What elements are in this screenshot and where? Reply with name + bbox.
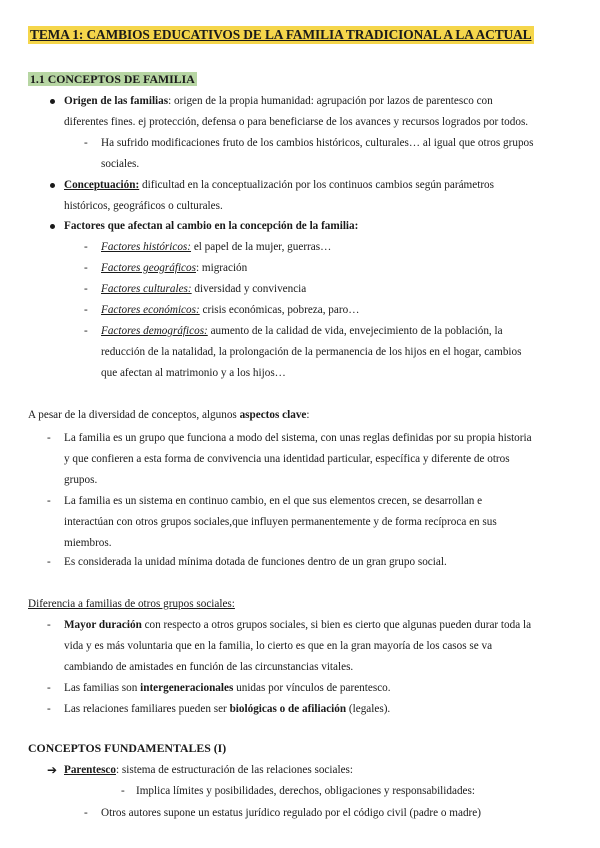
section-heading-conceptos <box>28 70 197 88</box>
conceptuacion-label: Conceptuación: <box>64 179 140 191</box>
dash-icon: - <box>84 262 88 274</box>
diferencia-3-pre: Las relaciones familiares pueden ser <box>64 703 230 715</box>
list-item-factores <box>64 216 584 237</box>
factor-text: aumento de la calidad de vida, envejecimiento de la población, la <box>207 325 503 337</box>
diferencia-2-post: unidas por vínculos de parentesco. <box>233 682 391 694</box>
factor-item-economicos <box>101 300 581 321</box>
aspecto-2-line3: miembros. <box>64 536 112 549</box>
origen-sub-line2: sociales. <box>101 157 140 170</box>
origen-label: Origen de las familias <box>64 95 169 107</box>
list-item-origen <box>64 91 584 133</box>
aspecto-2-line1: La familia es un sistema en continuo cambio, en el que sus elementos crecen, se desarrollan e <box>64 495 483 507</box>
document-title: TEMA 1: CAMBIOS EDUCATIVOS DE LA FAMILIA TRADICIONAL A LA ACTUAL <box>30 27 532 42</box>
otros-autores-item: Otros autores supone un estatus jurídico regulado por el código civil (padre o madre) <box>101 807 481 819</box>
aspectos-intro <box>28 405 573 426</box>
diferencia-item-1 <box>64 615 589 677</box>
factor-item-demograficos <box>101 321 581 383</box>
origen-text-line2: diferentes fines. ej protección, defensa o para beneficiarse de los avances y recursos logrados por todos. <box>64 115 529 128</box>
aspecto-1-line2: y que confieren a esta forma de convivencia una identidad particular, específica y diferente de otros <box>64 452 510 465</box>
aspecto-item-2 <box>64 491 589 553</box>
parentesco-item <box>64 760 589 781</box>
diferencia-item-2 <box>64 678 589 699</box>
factor-name: Factores culturales: <box>101 283 192 295</box>
factor-text: diversidad y convivencia <box>191 283 307 295</box>
diferencia-heading: Diferencia a familias de otros grupos sociales: <box>28 598 235 610</box>
parentesco-label: Parentesco <box>64 764 116 776</box>
factor-item-culturales <box>101 279 581 300</box>
diferencia-2-pre: Las familias son <box>64 682 141 694</box>
factor-name: Factores demográficos: <box>101 325 208 337</box>
diferencia-1-line2: vida y es más voluntaria que en la familia, lo cierto es que en la gran mayoría de los casos se va <box>64 639 493 652</box>
diferencia-1-line1: con respecto a otros grupos sociales, si bien es cierto que algunas pueden durar toda la <box>141 619 532 631</box>
arrow-right-icon: ➔ <box>47 763 58 777</box>
conceptuacion-text-line1: dificultad en la conceptualización por los continuos cambios según parámetros <box>139 179 495 191</box>
dash-icon: - <box>84 283 88 295</box>
implica-item: Implica límites y posibilidades, derechos, obligaciones y responsabilidades: <box>136 785 475 797</box>
aspecto-1-line3: grupos. <box>64 473 98 486</box>
dash-icon: - <box>84 137 88 149</box>
factor-name: Factores geográficos <box>101 262 196 274</box>
diferencia-2-bold: intergeneracionales <box>140 682 234 694</box>
diferencia-1-bold: Mayor duración <box>64 619 142 631</box>
aspecto-2-line2: interactúan con otros grupos sociales,que influyen permanentemente y de forma recíproca en sus <box>64 515 497 528</box>
factor-name: Factores históricos: <box>101 241 192 253</box>
dash-icon: - <box>121 785 125 797</box>
dash-icon: - <box>84 241 88 253</box>
section-heading-text: 1.1 CONCEPTOS DE FAMILIA <box>30 72 195 86</box>
factor-text: crisis económicas, pobreza, paro… <box>199 304 360 316</box>
aspecto-3-line1: Es considerada la unidad mínima dotada de funciones dentro de un gran grupo social. <box>64 556 447 568</box>
factores-label: Factores que afectan al cambio en la concepción de la familia: <box>64 220 359 232</box>
conceptuacion-text-line2: históricos, geográficos o culturales. <box>64 199 223 212</box>
aspectos-intro-bold: aspectos clave <box>239 409 307 421</box>
origen-sub-line1: Ha sufrido modificaciones fruto de los cambios históricos, culturales… al igual que otros grupos <box>101 137 534 149</box>
fundamentales-heading: CONCEPTOS FUNDAMENTALES (I) <box>28 741 227 755</box>
dash-icon: - <box>47 682 51 694</box>
aspectos-intro-text: A pesar de la diversidad de conceptos, algunos <box>28 409 240 421</box>
diferencia-3-bold: biológicas o de afiliación <box>229 703 347 715</box>
dash-icon: - <box>47 703 51 715</box>
factor-name: Factores económicos: <box>101 304 200 316</box>
aspecto-item-3 <box>64 552 589 573</box>
list-item-modificaciones <box>101 133 581 175</box>
bullet-icon <box>50 224 55 229</box>
diferencia-3-post: (legales). <box>346 703 391 715</box>
parentesco-text: : sistema de estructuración de las relaciones sociales: <box>115 764 354 776</box>
demograficos-line2: reducción de la natalidad, la prolongación de la permanencia de los hijos en el hogar, cambios <box>101 345 522 358</box>
factor-text: el papel de la mujer, guerras… <box>191 241 332 253</box>
diferencia-1-line3: cambiando de amistades en función de las circunstancias vitales. <box>64 660 354 673</box>
factor-item-historicos <box>101 237 581 258</box>
dash-icon: - <box>47 619 51 631</box>
aspectos-intro-colon: : <box>306 409 310 421</box>
diferencia-item-3 <box>64 699 589 720</box>
dash-icon: - <box>47 432 51 444</box>
bullet-icon <box>50 183 55 188</box>
dash-icon: - <box>84 325 88 337</box>
factor-text: : migración <box>195 262 248 274</box>
dash-icon: - <box>47 556 51 568</box>
demograficos-line3: que afectan al matrimonio y a los hijos… <box>101 366 286 379</box>
origen-text-line1: : origen de la propia humanidad: agrupación por lazos de parentesco con <box>168 95 493 107</box>
list-item-conceptuacion <box>64 175 584 217</box>
dash-icon: - <box>84 807 88 819</box>
dash-icon: - <box>47 495 51 507</box>
bullet-icon <box>50 99 55 104</box>
dash-icon: - <box>84 304 88 316</box>
aspecto-1-line1: La familia es un grupo que funciona a modo del sistema, con unas reglas definidas por su propia historia <box>64 432 532 444</box>
factor-item-geograficos <box>101 258 581 279</box>
aspecto-item-1 <box>64 428 589 490</box>
